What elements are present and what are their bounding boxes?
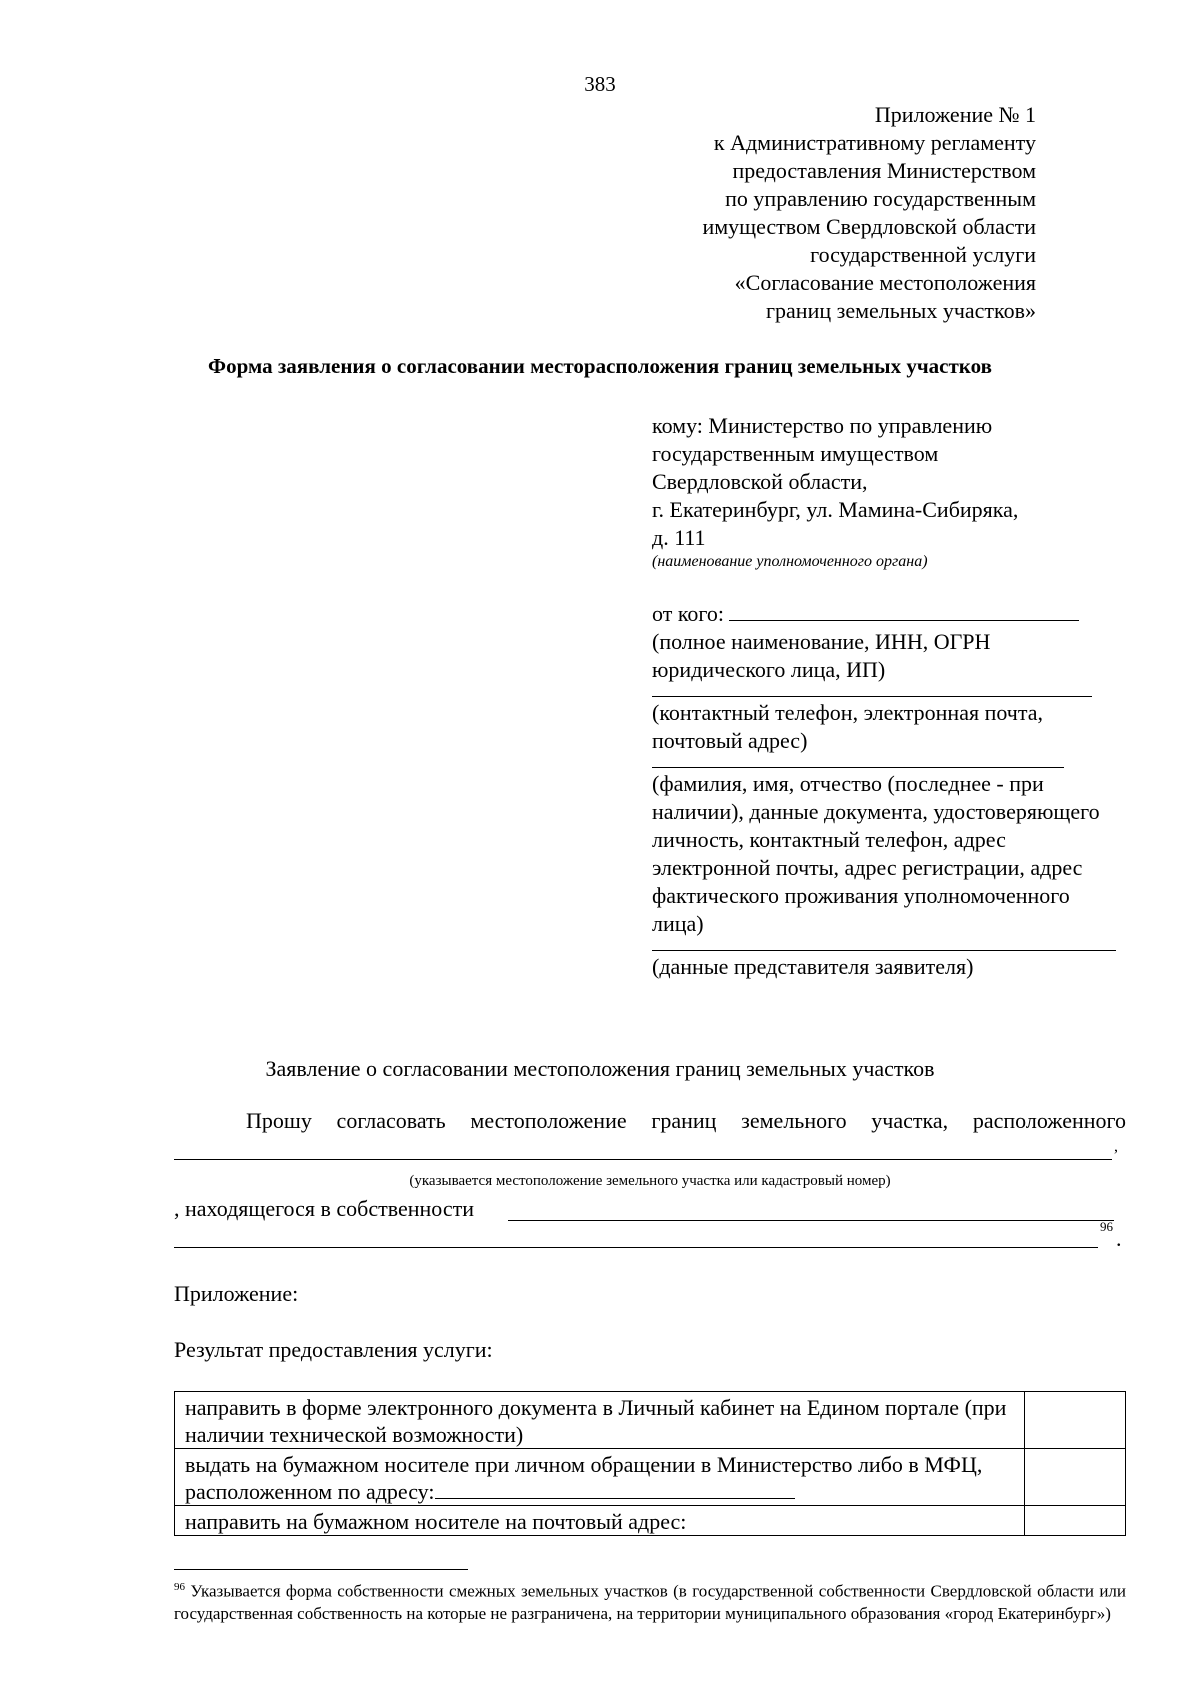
appendix-line: по управлению государственным [725, 186, 1036, 211]
recipient-line: кому: Министерство по управлению [652, 413, 993, 438]
result-option-checkbox[interactable] [1025, 1449, 1126, 1506]
mfc-address-field[interactable] [435, 1480, 795, 1499]
table-row [175, 1506, 1126, 1536]
result-label: Результат предоставления услуги: [174, 1337, 493, 1362]
period-mark: . [1116, 1226, 1122, 1251]
appendix-line: имуществом Свердловской области [702, 214, 1036, 239]
table-row [175, 1392, 1126, 1449]
footnote-ref: 96 [1100, 1219, 1113, 1234]
representative-caption: (данные представителя заявителя) [652, 954, 974, 979]
person-field[interactable] [652, 755, 1064, 768]
footnote-text: Указывается форма собственности смежных земельных участков (в государственной собственности Свердловской области или государственная собственность на которые не разграничена, на территории муниципального образования «город Екатеринбург») [174, 1581, 1127, 1623]
result-options-table [174, 1391, 1126, 1536]
sender-label: от кого: [652, 601, 724, 626]
appendix-line: Приложение № 1 [874, 102, 1036, 127]
appendix-line: государственной услуги [810, 242, 1036, 267]
ownership-field-continued[interactable] [174, 1229, 1098, 1248]
ownership-label: , находящегося в собственности [174, 1196, 474, 1221]
result-option-text: направить в форме электронного документа в Личный кабинет на Едином портале (при наличии технической возможности) [175, 1392, 1025, 1449]
footnote [174, 1576, 1126, 1625]
sender-field[interactable] [729, 600, 1079, 621]
sender-person-caption: (фамилия, имя, отчество (последнее - при наличии), данные документа, удостоверяющего личность, контактный телефон, адрес электронной почты, адрес регистрации, адрес фактического проживания уполномоченного лица) [652, 771, 1100, 936]
footnote-divider [174, 1569, 468, 1570]
recipient-caption: (наименование уполномоченного органа) [652, 553, 928, 570]
table-row [175, 1449, 1126, 1506]
result-option-text: направить на бумажном носителе на почтовый адрес: [175, 1506, 1025, 1536]
contact-field[interactable] [652, 684, 1092, 697]
application-title: Заявление о согласовании местоположения границ земельных участков [265, 1056, 935, 1081]
result-option-checkbox[interactable] [1025, 1392, 1126, 1449]
appendix-line: предоставления Министерством [732, 158, 1036, 183]
location-field[interactable] [174, 1139, 1112, 1160]
appendix-line: «Согласование местоположения [734, 270, 1036, 295]
footnote-number: 96 [174, 1581, 185, 1593]
appendix-header [702, 101, 1036, 325]
request-text: Прошу согласовать местоположение границ земельного участка, расположенного [246, 1108, 1126, 1133]
recipient-line: г. Екатеринбург, ул. Мамина-Сибиряка, [652, 497, 1019, 522]
result-option-label: выдать на бумажном носителе при личном обращении в Министерство либо в МФЦ, расположенном по адресу: [185, 1452, 983, 1504]
sender-contact-caption: (контактный телефон, электронная почта, почтовый адрес) [652, 700, 1043, 753]
appendix-line: к Административному регламенту [713, 130, 1036, 155]
result-option-checkbox[interactable] [1025, 1506, 1126, 1536]
page-number: 383 [584, 72, 616, 96]
recipient-line: государственным имуществом [652, 441, 939, 466]
ownership-field[interactable] [508, 1198, 1114, 1221]
recipient-block [652, 412, 1122, 981]
appendix-line: границ земельных участков» [766, 298, 1036, 323]
location-hint: (указывается местоположение земельного участка или кадастровый номер) [409, 1173, 891, 1189]
representative-field[interactable] [652, 938, 1116, 951]
sender-org-caption: (полное наименование, ИНН, ОГРН юридического лица, ИП) [652, 629, 991, 682]
sender-row [652, 600, 1122, 628]
result-option-text [175, 1449, 1025, 1506]
recipient-line: д. 111 [652, 525, 706, 550]
attachments-label: Приложение: [174, 1281, 299, 1306]
recipient-line: Свердловской области, [652, 469, 868, 494]
form-title: Форма заявления о согласовании месторасположения границ земельных участков [208, 354, 992, 378]
comma-mark: , [1114, 1138, 1118, 1155]
